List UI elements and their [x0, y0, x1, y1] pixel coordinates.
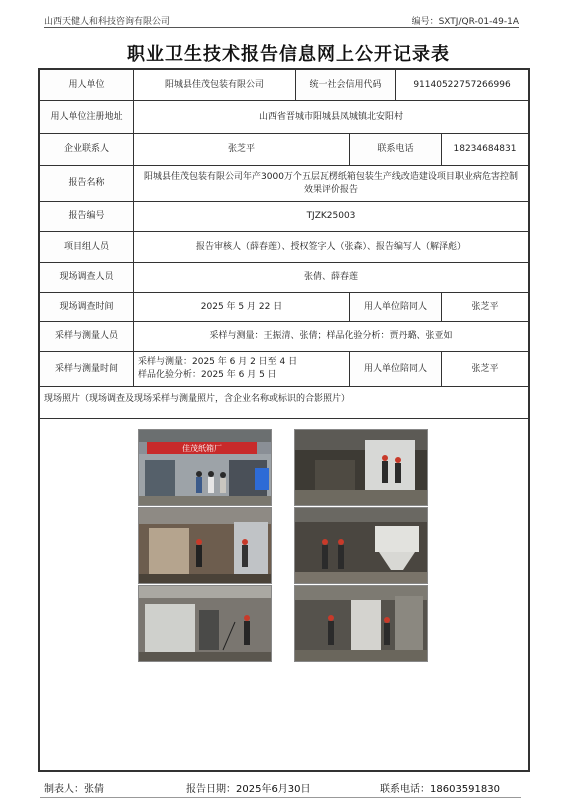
report-name-label: 报告名称 [40, 166, 134, 202]
phone-label: 联系电话 [350, 134, 442, 166]
site-photo-4 [294, 507, 428, 584]
sampling-staff-label: 采样与测量人员 [40, 322, 134, 352]
record-table [38, 68, 530, 772]
site-photo-3 [138, 507, 272, 584]
survey-staff-label: 现场调查人员 [40, 263, 134, 293]
sampling-time-line2: 样品化验分析：2025 年 6 月 5 日 [138, 370, 277, 380]
members-value: 报告审核人（薛春莲）、授权签字人（张森）、报告编写人（解泽彪） [134, 232, 528, 263]
header-code: 编号：SXTJ/QR-01-49-1A [411, 17, 519, 27]
survey-time-value: 2025 年 5 月 22 日 [134, 293, 350, 322]
sampling-staff-value: 采样与测量：王振清、张倩；样品化验分析：贾丹璐、张亚如 [134, 322, 528, 352]
page-title: 职业卫生技术报告信息网上公开记录表 [127, 44, 450, 65]
header-divider [44, 27, 519, 28]
sampling-time-value [134, 352, 350, 387]
employer-label: 用人单位 [40, 70, 134, 101]
site-photo-1 [138, 429, 272, 506]
footer-phone: 联系电话：18603591830 [380, 784, 500, 795]
survey-time-label: 现场调查时间 [40, 293, 134, 322]
address-label: 用人单位注册地址 [40, 101, 134, 134]
address-value: 山西省晋城市阳城县凤城镇北安阳村 [134, 101, 528, 134]
sampling-time-label: 采样与测量时间 [40, 352, 134, 387]
site-photo-5 [138, 585, 272, 662]
photo-note: 现场照片（现场调查及现场采样与测量照片，含企业名称或标识的合影照片） [40, 387, 528, 419]
report-name-value: 阳城县佳茂包装有限公司年产3000万个五层瓦楞纸箱包装生产线改造建设项目职业病危害控制效果评价报告 [134, 166, 528, 202]
header-company: 山西天健人和科技咨询有限公司 [44, 17, 171, 27]
accompany-value-2: 张芝平 [442, 352, 528, 387]
site-photo-6 [294, 585, 428, 662]
sampling-time-line1: 采样与测量：2025 年 6 月 2 日至 4 日 [138, 357, 298, 367]
shop-sign-text: 佳茂纸箱厂 [182, 444, 222, 453]
contact-label: 企业联系人 [40, 134, 134, 166]
photo-area [40, 419, 528, 770]
accompany-value-1: 张芝平 [442, 293, 528, 322]
employer-value: 阳城县佳茂包装有限公司 [134, 70, 296, 101]
report-no-value: TJZK25003 [134, 202, 528, 232]
contact-value: 张芝平 [134, 134, 350, 166]
members-label: 项目组人员 [40, 232, 134, 263]
report-no-label: 报告编号 [40, 202, 134, 232]
footer-divider [40, 797, 521, 798]
accompany-label-1: 用人单位陪同人 [350, 293, 442, 322]
footer-report-date: 报告日期：2025年6月30日 [186, 784, 311, 795]
credit-code-label: 统一社会信用代码 [296, 70, 396, 101]
footer-maker: 制表人：张倩 [44, 784, 104, 795]
accompany-label-2: 用人单位陪同人 [350, 352, 442, 387]
phone-value: 18234684831 [442, 134, 528, 166]
survey-staff-value: 张倩、薛春莲 [134, 263, 528, 293]
credit-code-value: 91140522757266996 [396, 70, 528, 101]
site-photo-2 [294, 429, 428, 506]
